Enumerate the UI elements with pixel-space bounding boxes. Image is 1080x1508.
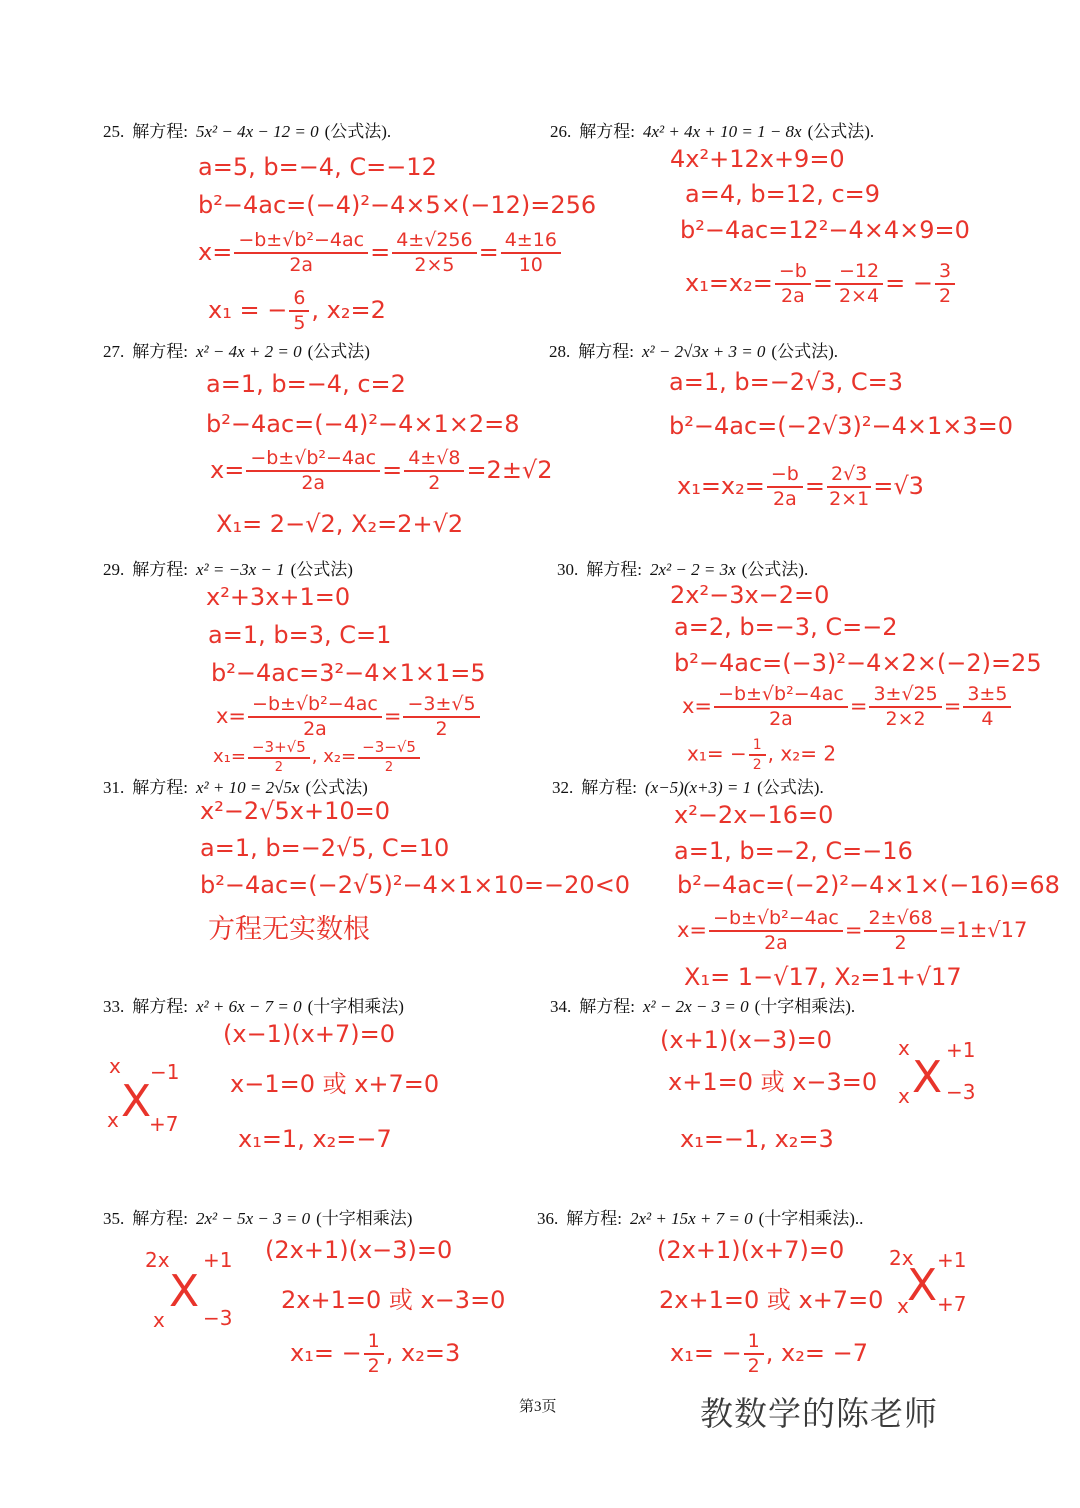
- cross-top-left: 2x: [145, 1248, 170, 1272]
- problem-label: 解方程:: [132, 1209, 188, 1228]
- problem-equation: x² − 4x + 2 = 0: [195, 342, 302, 361]
- work-line-roots: x₁=−1, x₂=3: [680, 1125, 834, 1153]
- cross-top-right: +1: [203, 1248, 233, 1272]
- numerator: −b±√b²−4ac: [709, 909, 843, 932]
- numerator: 1: [364, 1332, 384, 1355]
- denominator: 2: [435, 718, 448, 740]
- work-line-coefficients: a=2, b=−3, C=−2: [674, 613, 898, 641]
- fraction: [248, 695, 382, 739]
- work-text: x₁= −: [687, 741, 747, 766]
- work-text: =: [370, 238, 391, 266]
- numerator: 1: [744, 1332, 764, 1355]
- problem-equation: x² − 2x − 3 = 0: [642, 997, 749, 1016]
- work-line-discriminant: b²−4ac=12²−4×4×9=0: [680, 216, 970, 244]
- cross-mark-icon: X: [912, 1052, 943, 1103]
- numerator: −b±√b²−4ac: [234, 231, 368, 254]
- work-line-formula: [198, 231, 563, 275]
- problem-30: [557, 555, 1057, 773]
- work-line-split: 2x+1=0 或 x−3=0: [281, 1286, 506, 1314]
- denominator: 2×2: [885, 708, 926, 730]
- work-text: =: [382, 456, 403, 484]
- cross-bottom-right: +7: [937, 1292, 967, 1316]
- problem-title: [103, 992, 404, 1017]
- denominator: 2: [747, 1355, 760, 1377]
- problem-method: (十字相乘法): [316, 1209, 413, 1228]
- problem-title: [103, 555, 353, 580]
- work-line-roots: [213, 740, 422, 774]
- denominator: 2: [274, 760, 283, 775]
- fraction: [835, 262, 883, 306]
- work-line-factored: (2x+1)(x−3)=0: [265, 1236, 453, 1264]
- problem-number: 28.: [549, 342, 571, 361]
- numerator: 3±√25: [869, 685, 941, 708]
- problem-26: [550, 117, 1050, 332]
- work-line-coefficients: a=1, b=−4, c=2: [206, 370, 406, 398]
- denominator: 2a: [301, 472, 326, 494]
- work-line-discriminant: b²−4ac=(−3)²−4×2×(−2)=25: [674, 649, 1042, 677]
- problem-title: [549, 337, 838, 362]
- work-text: x=: [210, 456, 245, 484]
- work-text: x₁ = −: [208, 296, 288, 324]
- work-line-roots: [208, 289, 386, 333]
- work-line-roots: [290, 1332, 460, 1376]
- work-text: =: [943, 694, 962, 718]
- work-line-conclusion: 方程无实数根: [208, 914, 370, 945]
- problem-method: (十字相乘法)..: [758, 1209, 864, 1228]
- work-text: x=: [216, 704, 247, 728]
- problem-label: 解方程:: [586, 560, 642, 579]
- cross-bottom-left: x: [898, 1084, 910, 1108]
- work-line-formula: [677, 909, 1027, 953]
- numerator: 4±16: [501, 231, 561, 254]
- work-text: =2±√2: [466, 456, 553, 484]
- problem-title: [550, 992, 855, 1017]
- problem-28: [549, 337, 1049, 552]
- denominator: 2a: [769, 708, 793, 730]
- denominator: 5: [293, 312, 306, 334]
- cross-top-left: x: [898, 1036, 910, 1060]
- denominator: 2a: [303, 718, 327, 740]
- work-line-discriminant: b²−4ac=3²−4×1×1=5: [211, 659, 486, 687]
- problem-equation: x² = −3x − 1: [195, 560, 285, 579]
- work-line-split: x−1=0 或 x+7=0: [230, 1070, 440, 1098]
- problem-title: [103, 337, 370, 362]
- page-number: 第3页: [519, 1399, 557, 1415]
- numerator: 1: [749, 738, 766, 756]
- problem-method: (公式法).: [771, 342, 838, 361]
- problem-label: 解方程:: [579, 122, 635, 141]
- cross-multiplication-diagram: [143, 1244, 243, 1334]
- work-line-coefficients: a=1, b=−2√5, C=10: [200, 834, 450, 862]
- problem-27: [103, 337, 603, 552]
- fraction: [289, 289, 309, 333]
- denominator: 2: [428, 472, 441, 494]
- problem-method: (公式法).: [807, 122, 875, 141]
- denominator: 2a: [781, 285, 805, 307]
- work-line-standard-form: 2x²−3x−2=0: [670, 581, 830, 609]
- work-line-coefficients: a=4, b=12, c=9: [685, 180, 881, 208]
- problem-36: [537, 1204, 1037, 1419]
- work-line-roots: X₁= 1−√17, X₂=1+√17: [684, 963, 962, 991]
- problem-equation: 2x² − 2 = 3x: [649, 560, 736, 579]
- fraction: [709, 909, 843, 953]
- denominator: 2×4: [838, 285, 880, 307]
- cross-multiplication-diagram: [105, 1050, 195, 1150]
- work-line-formula: [210, 449, 553, 493]
- problem-label: 解方程:: [132, 560, 188, 579]
- work-line-standard-form: x²−2√5x+10=0: [200, 797, 390, 825]
- denominator: 2: [938, 285, 952, 307]
- cross-bottom-right: +7: [149, 1112, 179, 1136]
- work-text: , x₂= 2: [767, 741, 837, 766]
- cross-top-right: −1: [150, 1060, 180, 1084]
- work-text: x₁=x₂=: [677, 472, 765, 500]
- denominator: 2a: [773, 488, 797, 510]
- author-watermark: 教数学的陈老师: [700, 1394, 938, 1433]
- problem-34: [550, 992, 1050, 1207]
- problem-number: 35.: [103, 1209, 125, 1228]
- fraction: [248, 740, 310, 774]
- cross-bottom-left: x: [897, 1294, 909, 1318]
- problem-equation: x² + 6x − 7 = 0: [195, 997, 302, 1016]
- fraction: [358, 740, 420, 774]
- work-text: =: [804, 472, 825, 500]
- problem-35: [103, 1204, 603, 1419]
- work-text: , x₂=2: [311, 296, 386, 324]
- numerator: −b±√b²−4ac: [248, 695, 382, 718]
- fraction: [744, 1332, 764, 1376]
- fraction: [864, 909, 936, 953]
- cross-bottom-right: −3: [946, 1080, 976, 1104]
- fraction: [935, 262, 955, 306]
- work-line-roots: [685, 262, 957, 306]
- work-line-roots: X₁= 2−√2, X₂=2+√2: [216, 510, 464, 538]
- numerator: −b±√b²−4ac: [714, 685, 848, 708]
- work-line-split: x+1=0 或 x−3=0: [668, 1068, 878, 1096]
- problem-equation: (x−5)(x+3) = 1: [644, 778, 752, 797]
- problem-number: 29.: [103, 560, 125, 579]
- fraction: [234, 231, 368, 275]
- cross-bottom-left: x: [153, 1308, 165, 1332]
- problem-29: [103, 555, 603, 775]
- problem-number: 30.: [557, 560, 579, 579]
- work-line-coefficients: a=1, b=3, C=1: [208, 621, 392, 649]
- work-text: =: [383, 704, 402, 728]
- work-text: =: [844, 918, 863, 942]
- denominator: 2×5: [414, 254, 455, 276]
- work-line-discriminant: b²−4ac=(−2√3)²−4×1×3=0: [669, 412, 1014, 440]
- problem-method: (公式法).: [757, 778, 824, 797]
- problem-equation: x² − 2√3x + 3 = 0: [641, 342, 766, 361]
- problem-label: 解方程:: [578, 342, 634, 361]
- fraction: [404, 449, 464, 493]
- fraction: [963, 685, 1011, 729]
- cross-bottom-left: x: [107, 1108, 119, 1132]
- cross-mark-icon: X: [907, 1260, 938, 1311]
- denominator: 2a: [764, 932, 788, 954]
- problem-number: 27.: [103, 342, 125, 361]
- fraction: [869, 685, 941, 729]
- problem-title: [552, 773, 824, 798]
- denominator: 2a: [289, 254, 314, 276]
- problem-title: [103, 1204, 412, 1229]
- work-line-formula: [216, 695, 482, 739]
- work-line-discriminant: b²−4ac=(−4)²−4×1×2=8: [206, 410, 520, 438]
- problem-number: 34.: [550, 997, 572, 1016]
- problem-number: 32.: [552, 778, 574, 797]
- fraction: [403, 695, 479, 739]
- problem-number: 33.: [103, 997, 125, 1016]
- problem-method: (十字相乘法).: [754, 997, 856, 1016]
- numerator: 2±√68: [864, 909, 936, 932]
- denominator: 10: [518, 254, 543, 276]
- problem-method: (十字相乘法): [307, 997, 404, 1016]
- numerator: −12: [835, 262, 883, 285]
- work-line-split: 2x+1=0 或 x+7=0: [659, 1286, 884, 1314]
- fraction: [775, 262, 811, 306]
- numerator: 4±√8: [404, 449, 464, 472]
- problem-label: 解方程:: [566, 1209, 622, 1228]
- work-line-roots: [687, 738, 836, 772]
- cross-mark-icon: X: [169, 1266, 200, 1317]
- problem-32: [552, 773, 1060, 991]
- numerator: 4±√256: [392, 231, 476, 254]
- work-text: = −: [885, 269, 933, 297]
- work-line-factored: (2x+1)(x+7)=0: [657, 1236, 845, 1264]
- problem-title: [103, 773, 368, 798]
- fraction: [827, 465, 871, 509]
- work-line-discriminant: b²−4ac=(−2√5)²−4×1×10=−20<0: [200, 871, 631, 899]
- problem-equation: x² + 10 = 2√5x: [195, 778, 300, 797]
- work-line-standard-form: x²−2x−16=0: [674, 801, 834, 829]
- work-text: x=: [682, 694, 713, 718]
- denominator: 2: [894, 932, 907, 954]
- work-text: =1±√17: [938, 918, 1028, 942]
- cross-top-left: 2x: [889, 1246, 914, 1270]
- problem-number: 36.: [537, 1209, 559, 1228]
- problem-label: 解方程:: [132, 997, 188, 1016]
- numerator: −3−√5: [358, 740, 420, 759]
- work-line-factored: (x+1)(x−3)=0: [660, 1026, 832, 1054]
- work-text: x=: [677, 918, 708, 942]
- fraction: [767, 465, 803, 509]
- problem-method: (公式法): [290, 560, 353, 579]
- problem-33: [103, 992, 603, 1207]
- problem-label: 解方程:: [132, 342, 188, 361]
- problem-number: 25.: [103, 122, 125, 141]
- numerator: −3±√5: [403, 695, 479, 718]
- problem-label: 解方程:: [132, 122, 188, 141]
- fraction: [714, 685, 848, 729]
- denominator: 2×1: [829, 488, 870, 510]
- work-line-coefficients: a=1, b=−2√3, C=3: [669, 368, 904, 396]
- work-line-factored: (x−1)(x+7)=0: [223, 1020, 395, 1048]
- work-line-roots: x₁=1, x₂=−7: [238, 1125, 392, 1153]
- denominator: 2: [752, 757, 762, 773]
- fraction: [364, 1332, 384, 1376]
- work-line-formula: [682, 685, 1013, 729]
- work-line-roots: [677, 465, 924, 509]
- denominator: 2: [367, 1355, 380, 1377]
- cross-multiplication-diagram: [887, 1244, 987, 1324]
- work-text: =: [478, 238, 499, 266]
- numerator: −b: [775, 262, 811, 285]
- fraction: [749, 738, 766, 772]
- denominator: 2: [384, 760, 394, 775]
- problem-label: 解方程:: [579, 997, 635, 1016]
- problem-method: (公式法): [307, 342, 370, 361]
- problem-equation: 5x² − 4x − 12 = 0: [195, 122, 319, 141]
- work-line-coefficients: a=1, b=−2, C=−16: [674, 837, 913, 865]
- work-line-discriminant: b²−4ac=(−4)²−4×5×(−12)=256: [198, 191, 597, 219]
- problem-method: (公式法).: [741, 560, 809, 579]
- work-line-coefficients: a=5, b=−4, C=−12: [198, 153, 437, 181]
- problem-title: [537, 1204, 863, 1229]
- numerator: −3+√5: [248, 740, 310, 759]
- work-text: =: [849, 694, 868, 718]
- work-text: , x₂=3: [385, 1339, 461, 1367]
- problem-title: [557, 555, 808, 580]
- work-text: =√3: [873, 472, 924, 500]
- problem-label: 解方程:: [132, 778, 188, 797]
- cross-top-right: +1: [937, 1248, 967, 1272]
- problem-title: [103, 117, 391, 142]
- problem-equation: 2x² + 15x + 7 = 0: [629, 1209, 753, 1228]
- work-text: x₁=: [213, 746, 246, 767]
- problem-31: [103, 773, 631, 988]
- work-line-standard-form: x²+3x+1=0: [206, 583, 351, 611]
- cross-top-right: +1: [946, 1038, 976, 1062]
- problem-number: 26.: [550, 122, 572, 141]
- fraction: [246, 449, 380, 493]
- numerator: −b: [767, 465, 803, 488]
- numerator: 6: [289, 289, 309, 312]
- cross-multiplication-diagram: [896, 1034, 986, 1114]
- work-line-roots: [670, 1332, 868, 1376]
- work-text: , x₂=: [311, 746, 357, 767]
- problem-25: [103, 117, 603, 332]
- problem-equation: 2x² − 5x − 3 = 0: [195, 1209, 311, 1228]
- work-text: =: [812, 269, 833, 297]
- work-line-standard-form: 4x²+12x+9=0: [670, 145, 845, 173]
- cross-top-left: x: [109, 1054, 121, 1078]
- numerator: 3: [935, 262, 955, 285]
- work-text: x=: [198, 238, 233, 266]
- denominator: 4: [981, 708, 994, 730]
- problem-equation: 4x² + 4x + 10 = 1 − 8x: [642, 122, 802, 141]
- problem-method: (公式法).: [324, 122, 392, 141]
- problem-number: 31.: [103, 778, 125, 797]
- numerator: 3±5: [963, 685, 1011, 708]
- work-text: x₁= −: [670, 1339, 742, 1367]
- fraction: [392, 231, 476, 275]
- work-text: x₁= −: [290, 1339, 362, 1367]
- work-text: x₁=x₂=: [685, 269, 773, 297]
- problem-label: 解方程:: [581, 778, 637, 797]
- problem-method: (公式法): [305, 778, 368, 797]
- work-text: , x₂= −7: [765, 1339, 868, 1367]
- numerator: −b±√b²−4ac: [246, 449, 380, 472]
- problem-title: [550, 117, 874, 142]
- work-line-discriminant: b²−4ac=(−2)²−4×1×(−16)=68: [677, 871, 1060, 899]
- cross-mark-icon: X: [121, 1076, 152, 1127]
- cross-bottom-right: −3: [203, 1306, 233, 1330]
- numerator: 2√3: [827, 465, 871, 488]
